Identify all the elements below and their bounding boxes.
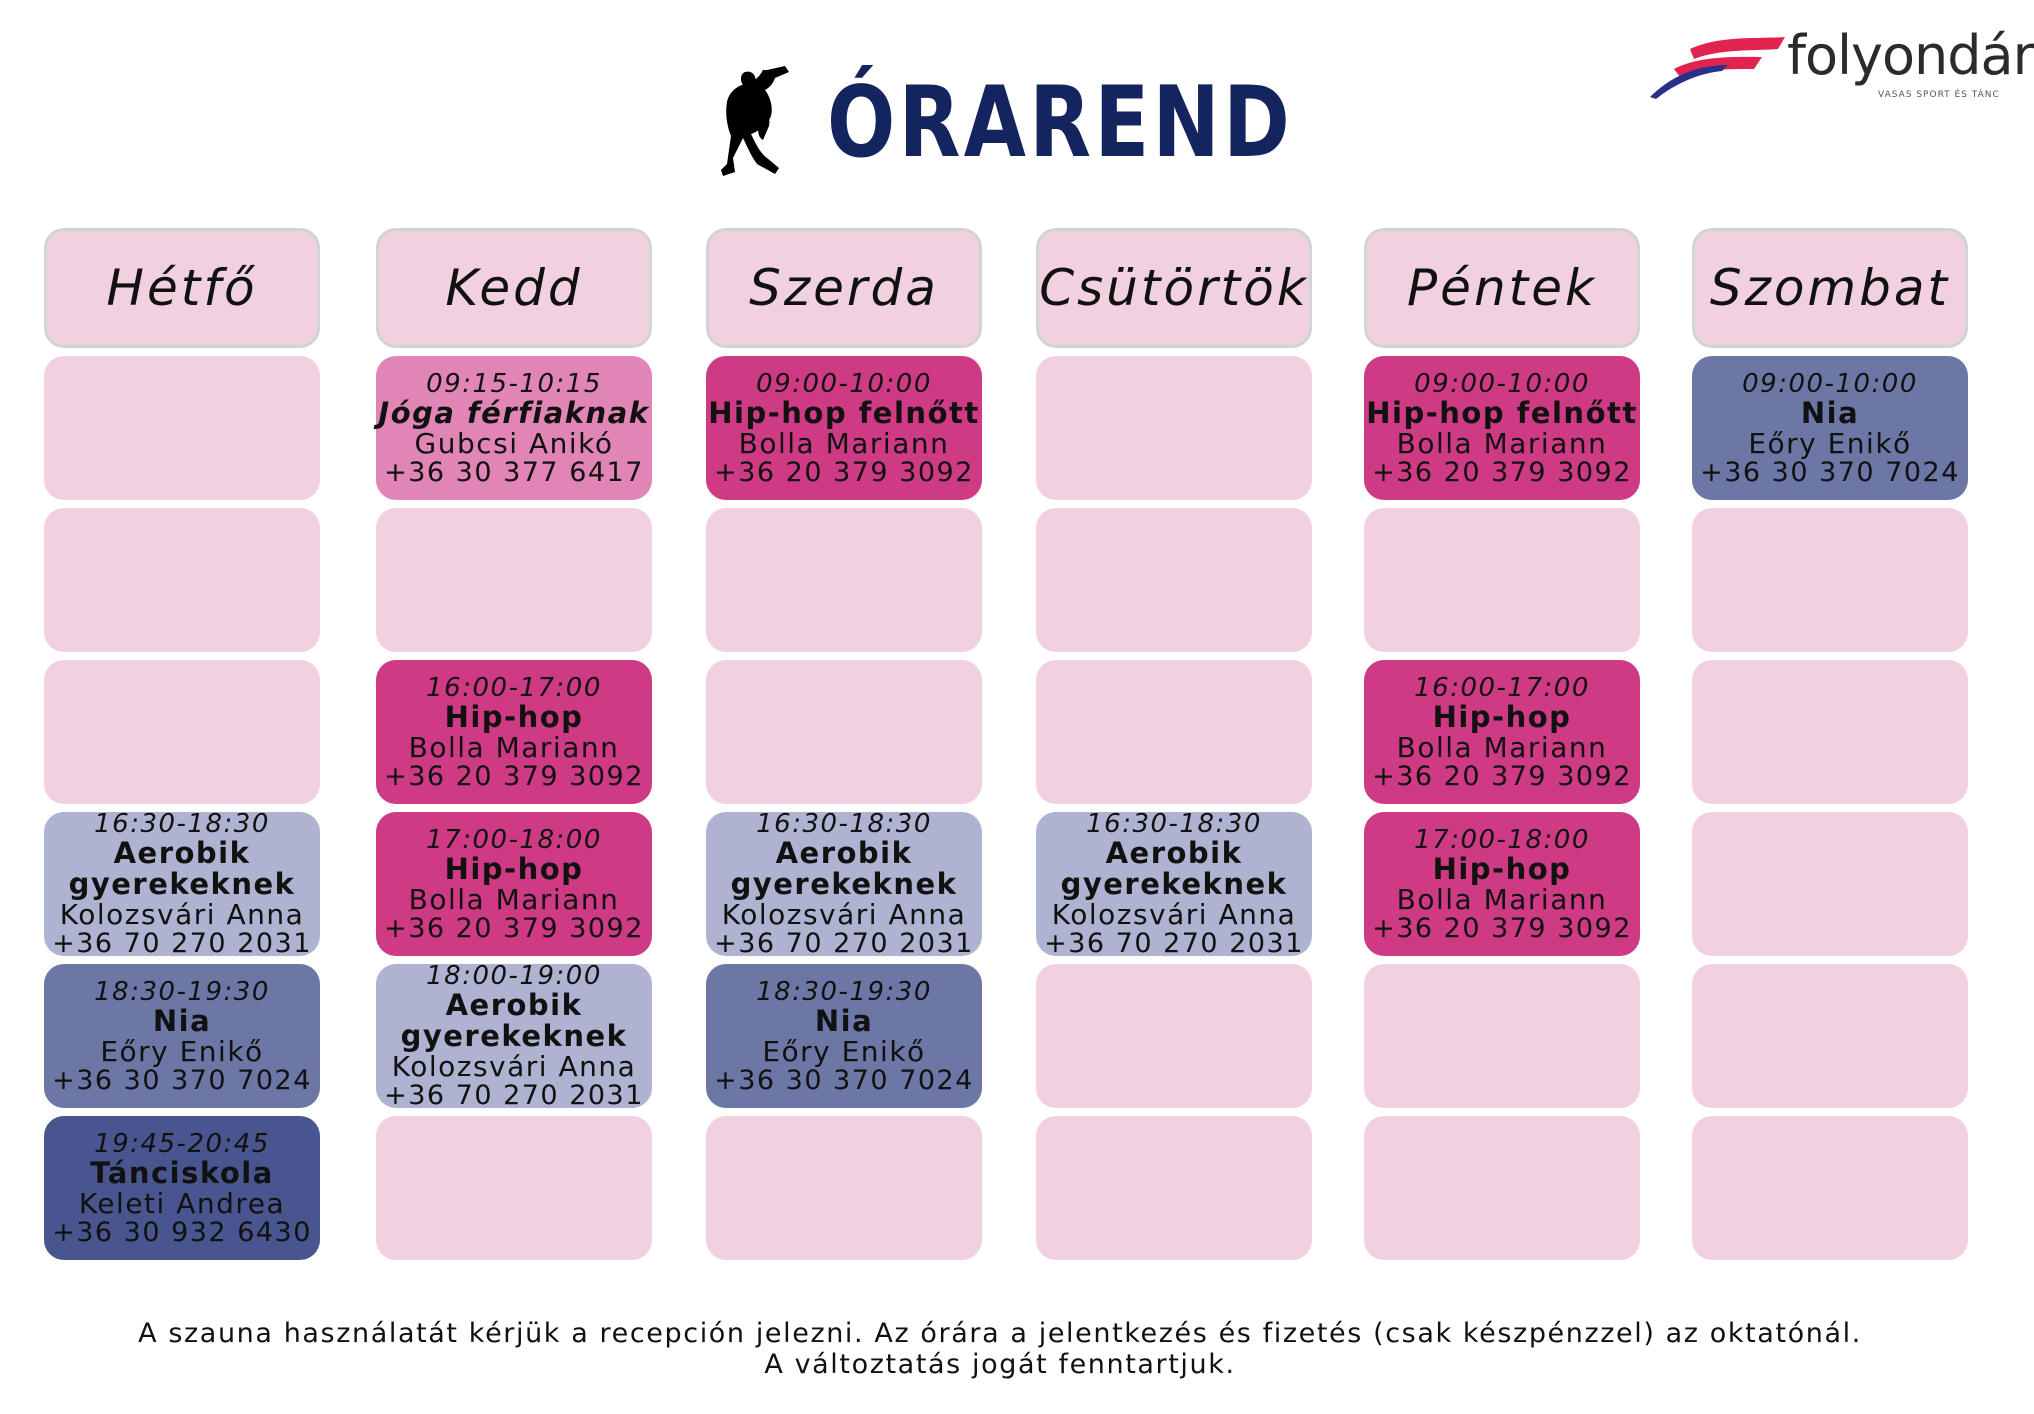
instructor-phone: +36 20 379 3092 (384, 912, 644, 944)
empty-slot (376, 508, 652, 652)
day-header: Hétfő (44, 228, 320, 348)
class-time: 19:45-20:45 (94, 1128, 270, 1159)
day-header: Szombat (1692, 228, 1968, 348)
empty-slot (44, 356, 320, 500)
empty-slot (44, 508, 320, 652)
instructor-phone: +36 20 379 3092 (1372, 456, 1632, 488)
footer-line-2: A változtatás jogát fenntartjuk. (764, 1349, 1236, 1380)
day-header: Kedd (376, 228, 652, 348)
empty-slot (1036, 1116, 1312, 1260)
class-name: Hip-hop felnőtt (1366, 395, 1638, 430)
class-time: 16:30-18:30 (1086, 809, 1262, 839)
class-slot (44, 964, 320, 1108)
class-name: Aerobik gyerekeknek (1060, 836, 1288, 901)
class-name: Nia (152, 1003, 212, 1038)
day-header: Szerda (706, 228, 982, 348)
instructor-phone: +36 70 270 2031 (1044, 928, 1304, 959)
instructor-name: Bolla Mariann (1396, 730, 1608, 764)
instructor-name: Keleti Andrea (78, 1186, 286, 1220)
instructor-name: Eőry Enikő (100, 1034, 264, 1068)
class-time: 09:00-10:00 (1414, 368, 1590, 399)
class-name: Hip-hop felnőtt (708, 395, 980, 430)
empty-slot (1692, 660, 1968, 804)
class-name: Tánciskola (90, 1155, 274, 1190)
class-name: Hip-hop (444, 851, 584, 886)
empty-slot (1036, 356, 1312, 500)
page-header (705, 66, 1294, 186)
instructor-name: Bolla Mariann (408, 882, 620, 916)
class-name: Hip-hop (1432, 699, 1572, 734)
instructor-phone: +36 30 932 6430 (52, 1216, 312, 1248)
empty-slot (1364, 508, 1640, 652)
instructor-phone: +36 70 270 2031 (384, 1080, 644, 1111)
class-slot (1364, 660, 1640, 804)
instructor-phone: +36 30 377 6417 (384, 456, 644, 488)
instructor-name: Bolla Mariann (738, 426, 950, 460)
class-time: 18:30-19:30 (94, 976, 270, 1007)
empty-slot (1692, 508, 1968, 652)
class-time: 18:30-19:30 (756, 976, 932, 1007)
logo-tagline: VASAS SPORT ÉS TÁNC (1878, 90, 2000, 100)
class-slot (706, 809, 982, 959)
class-time: 09:00-10:00 (1742, 368, 1918, 399)
empty-slot (706, 660, 982, 804)
instructor-phone: +36 20 379 3092 (1372, 912, 1632, 944)
instructor-name: Bolla Mariann (408, 730, 620, 764)
logo-name: folyondár (1787, 24, 2034, 87)
day-header: Csütörtök (1036, 228, 1312, 348)
empty-slot (706, 508, 982, 652)
class-name: Jóga férfiaknak (378, 395, 650, 430)
empty-slot (1036, 660, 1312, 804)
class-time: 16:30-18:30 (756, 809, 932, 839)
instructor-phone: +36 70 270 2031 (714, 928, 974, 959)
footer-line-1: A szauna használatát kérjük a recepción jelezni. Az órára a jelentkezés és fizetés (csak készpénzzel) az oktatónál. (138, 1318, 1862, 1349)
empty-slot (1036, 508, 1312, 652)
class-slot (376, 660, 652, 804)
page-title: ÓRAREND (827, 66, 1294, 180)
class-time: 09:15-10:15 (426, 368, 602, 399)
instructor-name: Kolozsvári Anna (391, 1050, 637, 1083)
footer-note (0, 1318, 2000, 1380)
class-slot (1364, 812, 1640, 956)
empty-slot (1692, 964, 1968, 1108)
instructor-name: Kolozsvári Anna (721, 898, 967, 931)
empty-slot (1692, 812, 1968, 956)
brand-logo (1650, 24, 2034, 110)
class-name: Aerobik gyerekeknek (68, 836, 296, 901)
folyondar-logo-mark-icon (1650, 35, 1785, 100)
day-header: Péntek (1364, 228, 1640, 348)
class-slot (44, 1116, 320, 1260)
instructor-name: Kolozsvári Anna (59, 898, 305, 931)
empty-slot (1036, 964, 1312, 1108)
class-slot (1692, 356, 1968, 500)
instructor-phone: +36 70 270 2031 (52, 928, 312, 959)
instructor-phone: +36 30 370 7024 (1700, 456, 1960, 488)
class-slot (706, 356, 982, 500)
class-slot (376, 961, 652, 1111)
instructor-name: Eőry Enikő (762, 1034, 926, 1068)
class-time: 18:00-19:00 (426, 961, 602, 991)
empty-slot (376, 1116, 652, 1260)
class-slot (376, 812, 652, 956)
instructor-phone: +36 20 379 3092 (714, 456, 974, 488)
instructor-phone: +36 30 370 7024 (714, 1064, 974, 1096)
empty-slot (1364, 964, 1640, 1108)
instructor-name: Bolla Mariann (1396, 426, 1608, 460)
empty-slot (44, 660, 320, 804)
empty-slot (706, 1116, 982, 1260)
instructor-name: Gubcsi Anikó (414, 426, 614, 460)
class-slot (1036, 809, 1312, 959)
class-name: Nia (814, 1003, 874, 1038)
class-slot (706, 964, 982, 1108)
instructor-name: Bolla Mariann (1396, 882, 1608, 916)
class-slot (1364, 356, 1640, 500)
class-slot (376, 356, 652, 500)
class-time: 17:00-18:00 (426, 824, 602, 855)
class-slot (44, 809, 320, 959)
empty-slot (1692, 1116, 1968, 1260)
empty-slot (1364, 1116, 1640, 1260)
dancing-couple-icon (705, 66, 795, 180)
class-time: 16:00-17:00 (426, 672, 602, 703)
instructor-name: Kolozsvári Anna (1051, 898, 1297, 931)
class-time: 09:00-10:00 (756, 368, 932, 399)
instructor-phone: +36 20 379 3092 (1372, 760, 1632, 792)
class-name: Aerobik gyerekeknek (730, 836, 958, 901)
class-name: Hip-hop (444, 699, 584, 734)
class-time: 16:30-18:30 (94, 809, 270, 839)
class-name: Nia (1800, 395, 1860, 430)
instructor-phone: +36 30 370 7024 (52, 1064, 312, 1096)
class-time: 16:00-17:00 (1414, 672, 1590, 703)
class-name: Aerobik gyerekeknek (400, 988, 628, 1053)
class-name: Hip-hop (1432, 851, 1572, 886)
class-time: 17:00-18:00 (1414, 824, 1590, 855)
instructor-name: Eőry Enikő (1748, 426, 1912, 460)
instructor-phone: +36 20 379 3092 (384, 760, 644, 792)
